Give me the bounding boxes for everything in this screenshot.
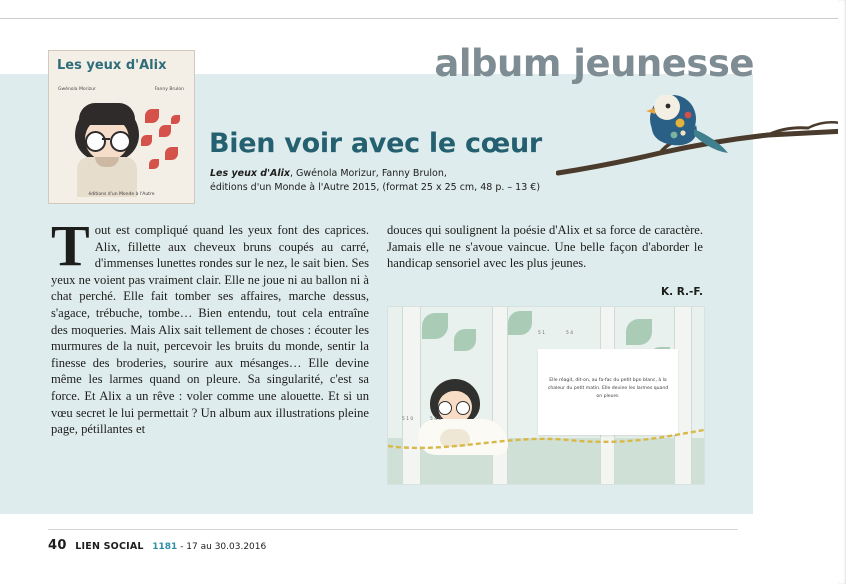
cover-leaf-icon bbox=[141, 135, 152, 146]
section-heading: album jeunesse bbox=[434, 42, 754, 85]
credits-publisher-line: éditions d'un Monde à l'Autre 2015, (format 25 x 25 cm, 48 p. – 13 €) bbox=[210, 181, 541, 193]
illustration-panel-text: Elle réagit, dit-on, au fa-fac du petit bpn blanc, à la chaleur du petit matin. Elle devine les larmes quand on pleure. bbox=[547, 378, 669, 399]
article-body-left-text: out est compliqué quand les yeux font des caprices. Alix, fillette aux cheveux bruns coupés au carré, d'immenses lunettes rondes sur le nez, le sait bien. Ses yeux ne voient pas vraiment clair. Elle ne joue ni au ballon ni à chat perché. Elle fait tomber ses affaires, marche dessus, s'agace, trébuche, tombe… Bien entendu, tout cela entraîne des moqueries. Mais Alix sait tellement de choses : écouter les murmures de la nuit, percevoir les bruits du monde, sentir la finesse des broderies, sourire aux mésanges… Elle devine même les larmes quand on pleure. Sa singularité, c'est sa force. Et Alix a un rêve : voler comme une alouette. Et si un vœu secret le lui permettait ? Un album aux illustrations pleine page, pétillantes et bbox=[51, 223, 369, 437]
article-body-left-column bbox=[51, 213, 369, 438]
cover-author-right: Fanny Brulon bbox=[154, 87, 184, 92]
issue-number: 1181 bbox=[152, 542, 178, 552]
author-signature: K. R.-F. bbox=[660, 286, 703, 298]
cover-author-left: Gwénola Morizur bbox=[58, 87, 96, 92]
article-title: Bien voir avec le cœur bbox=[209, 128, 542, 160]
inner-illustration bbox=[387, 306, 705, 485]
cover-publisher: éditions d'un Monde à l'Autre bbox=[88, 192, 155, 197]
issue-date: - 17 au 30.03.2016 bbox=[180, 542, 267, 552]
page-edge bbox=[838, 0, 846, 584]
illustration-foliage bbox=[626, 319, 652, 345]
illustration-foliage bbox=[454, 329, 476, 351]
cover-glasses-left-icon bbox=[85, 131, 106, 152]
footer-rule bbox=[48, 529, 738, 530]
article-body-right-text: douces qui soulignent la poésie d'Alix et sa force de caractère. Jamais elle ne s'avoue vaincue. Une belle façon d'aborder le handicap sensoriel avec les plus jeunes. bbox=[387, 223, 703, 271]
illustration-tag: 5 1 bbox=[538, 331, 545, 336]
page-number: 40 bbox=[48, 538, 67, 553]
magazine-name: LIEN SOCIAL bbox=[75, 541, 144, 552]
cover-title: Les yeux d'Alix bbox=[57, 58, 167, 73]
illustration-tag: 5 1 0 bbox=[402, 417, 414, 422]
cover-girl-fringe bbox=[79, 103, 135, 125]
book-credits bbox=[210, 167, 570, 195]
book-cover-image bbox=[48, 50, 195, 204]
illustration-tree-trunk bbox=[492, 307, 508, 484]
cover-leaf-icon bbox=[171, 115, 180, 124]
illustration-tag: 5 4 bbox=[566, 331, 573, 336]
credits-authors: , Gwénola Morizur, Fanny Brulon, bbox=[290, 168, 447, 179]
credits-book-title: Les yeux d'Alix bbox=[210, 168, 290, 179]
illustration-tag: 5 4 0 bbox=[430, 417, 442, 422]
top-rule bbox=[0, 18, 838, 19]
illustration-foliage bbox=[422, 313, 448, 339]
cover-leaf-icon bbox=[165, 147, 178, 160]
bird-branch-illustration bbox=[556, 95, 846, 220]
illustration-rope bbox=[388, 428, 704, 454]
cover-leaf-icon bbox=[149, 159, 159, 169]
cover-leaf-icon bbox=[145, 109, 159, 123]
illustration-tree-trunk bbox=[402, 307, 421, 484]
drop-cap: T bbox=[51, 213, 90, 278]
illustration-glasses-right-icon bbox=[456, 401, 470, 415]
cover-glasses-bridge bbox=[102, 138, 110, 140]
cover-leaf-icon bbox=[159, 125, 171, 137]
cover-glasses-right-icon bbox=[110, 131, 131, 152]
illustration-text-panel bbox=[538, 349, 678, 435]
page-footer bbox=[48, 538, 266, 553]
article-body-right-column bbox=[387, 222, 703, 272]
illustration-glasses-left-icon bbox=[438, 401, 452, 415]
illustration-foliage bbox=[508, 311, 532, 335]
